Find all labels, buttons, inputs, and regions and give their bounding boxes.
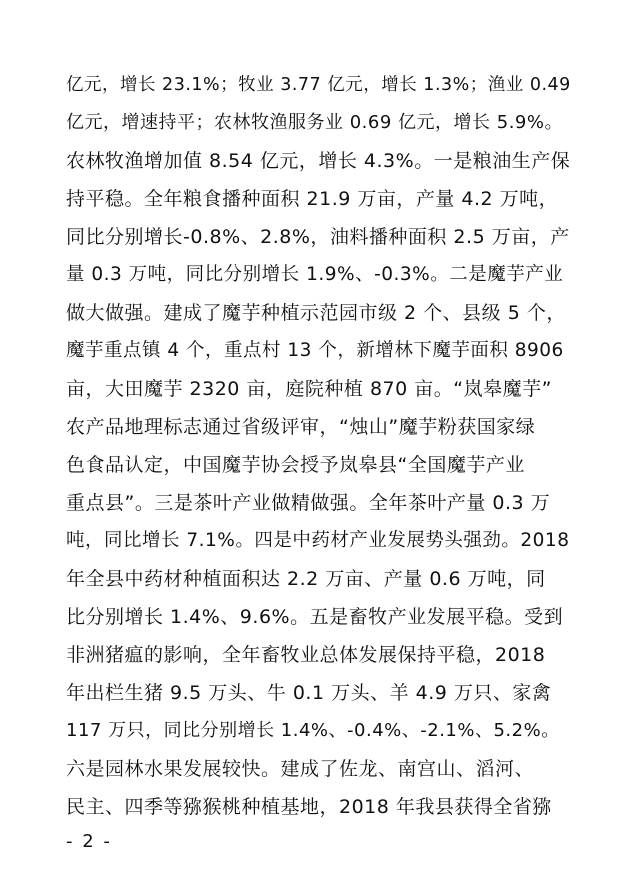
- text-line: 亩，大田魔芋 2320 亩，庭院种植 870 亩。“岚皋魔芋”: [66, 378, 552, 400]
- text-line: 亿元，增长 23.1%；牧业 3.77 亿元，增长 1.3%；渔业 0.49: [66, 75, 571, 95]
- text-line: 六是园林水果发展较快。建成了佐龙、南宫山、滔河、: [66, 758, 535, 780]
- text-line: 量 0.3 万吨，同比分别增长 1.9%、-0.3%。二是魔芋产业: [66, 264, 564, 285]
- text-line: 年全县中药材种植面积达 2.2 万亩、产量 0.6 万吨，同: [66, 568, 546, 590]
- text-line: 117 万只，同比分别增长 1.4%、-0.4%、-2.1%、5.2%。: [66, 720, 560, 741]
- text-line: 年出栏生猪 9.5 万头、牛 0.1 万头、羊 4.9 万只、家禽: [66, 682, 552, 704]
- text-line: 非洲猪瘟的影响，全年畜牧业总体发展保持平稳，2018: [66, 644, 546, 666]
- text-line: 魔芋重点镇 4 个，重点村 13 个，新增林下魔芋面积 8906: [66, 340, 564, 361]
- text-line: 农产品地理标志通过省级评审，“烛山”魔芋粉获国家绿: [66, 416, 536, 438]
- text-line: 同比分别增长-0.8%、2.8%，油料播种面积 2.5 万亩，产: [66, 226, 570, 248]
- text-line: 色食品认定，中国魔芋协会授予岚皋县“全国魔芋产业: [66, 454, 525, 476]
- text-line: 吨，同比增长 7.1%。四是中药材产业发展势头强劲。2018: [66, 530, 570, 551]
- page-number: - 2 -: [66, 831, 112, 852]
- text-line: 民主、四季等猕猴桃种植基地，2018 年我县获得全省猕: [66, 796, 552, 818]
- text-line: 重点县”。三是茶叶产业做精做强。全年茶叶产量 0.3 万: [66, 492, 551, 514]
- text-line: 农林牧渔增加值 8.54 亿元，增长 4.3%。一是粮油生产保: [66, 150, 571, 172]
- text-line: 持平稳。全年粮食播种面积 21.9 万亩，产量 4.2 万吨，: [66, 188, 559, 210]
- text-line: 比分别增长 1.4%、9.6%。五是畜牧产业发展平稳。受到: [66, 606, 564, 628]
- body-text: [66, 66, 572, 826]
- text-line: 做大做强。建成了魔芋种植示范园市级 2 个、县级 5 个，: [66, 302, 566, 324]
- text-line: 亿元，增速持平；农林牧渔服务业 0.69 亿元，增长 5.9%。: [66, 112, 563, 133]
